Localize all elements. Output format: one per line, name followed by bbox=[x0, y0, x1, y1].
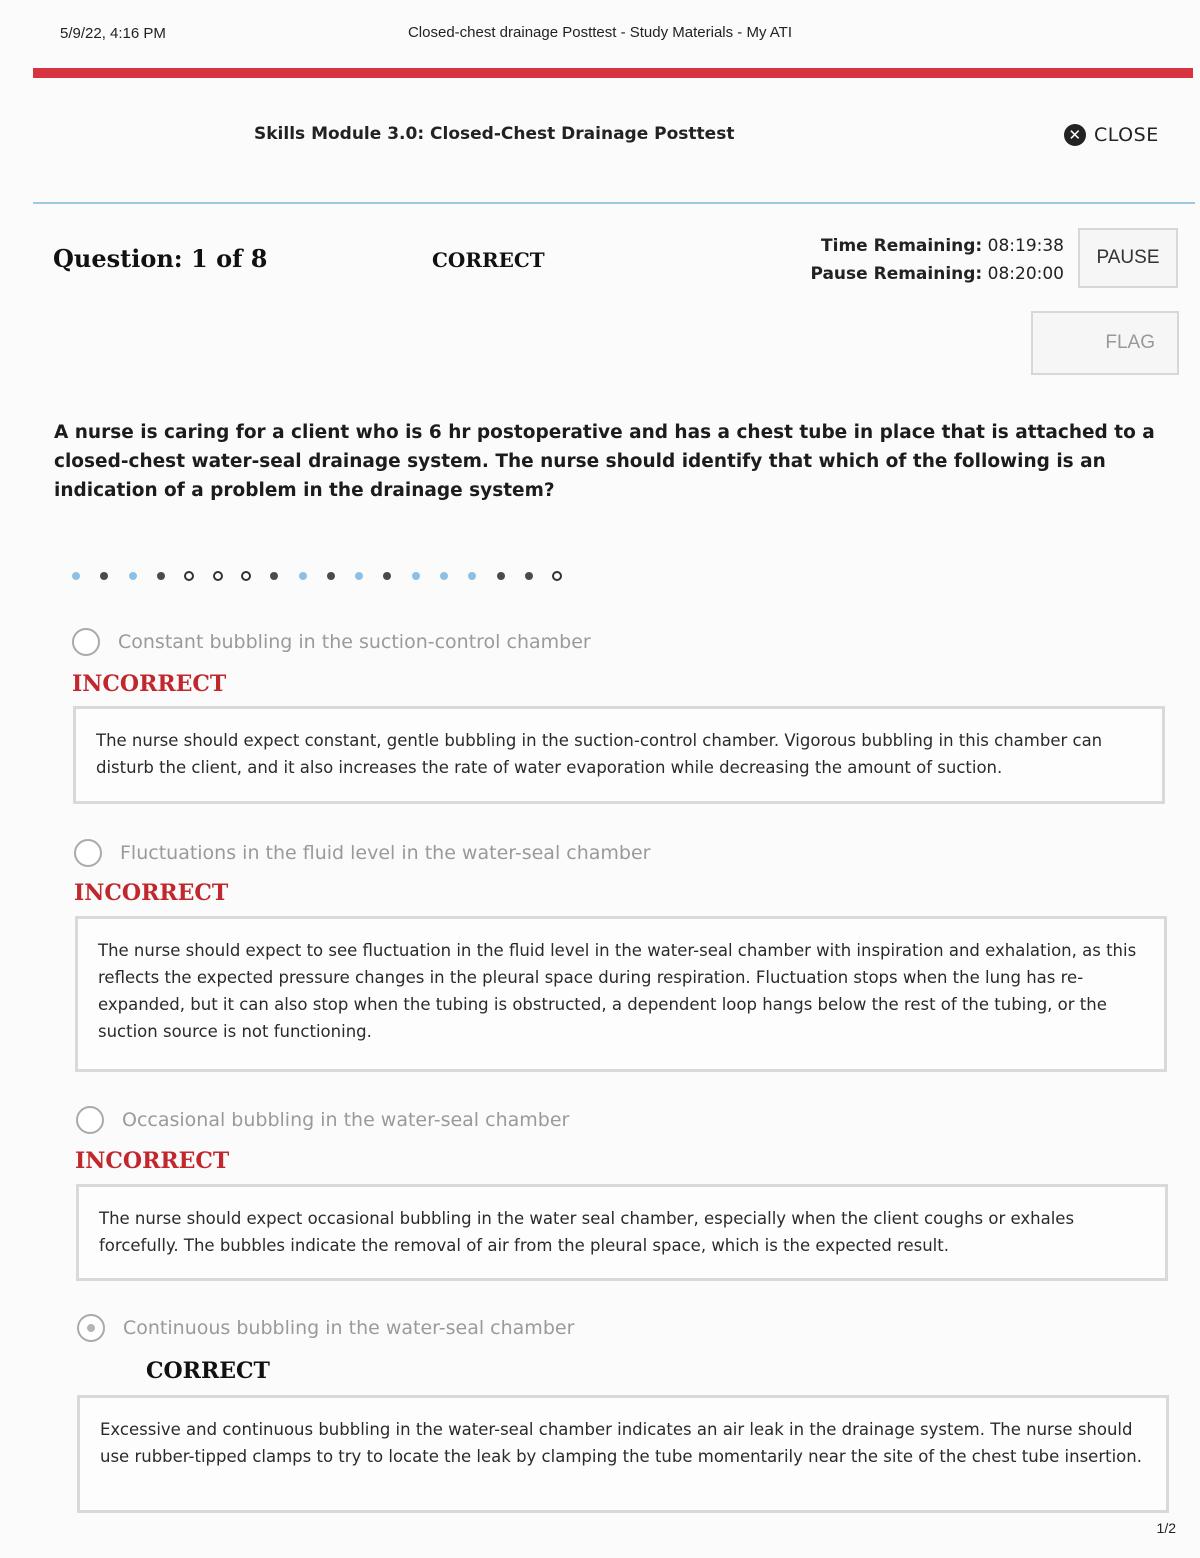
timers bbox=[810, 232, 1064, 288]
pause-button[interactable]: PAUSE bbox=[1078, 228, 1178, 288]
radio-button[interactable] bbox=[76, 1106, 104, 1134]
radio-button[interactable] bbox=[72, 628, 100, 656]
indicator-dot bbox=[345, 572, 373, 580]
top-accent-bar bbox=[33, 68, 1193, 78]
question-stem: A nurse is caring for a client who is 6 hr postoperative and has a chest tube in place that is attached to a closed-chest water-seal drainage system. The nurse should identify that which of the following is an indication of a problem in the drainage system? bbox=[54, 422, 1155, 501]
answer-option-2[interactable] bbox=[74, 839, 650, 867]
radio-button[interactable] bbox=[74, 839, 102, 867]
indicator-dot bbox=[260, 572, 288, 580]
pause-remaining bbox=[810, 260, 1064, 288]
print-datetime: 5/9/22, 4:16 PM bbox=[60, 25, 166, 42]
verdict-label: CORRECT bbox=[146, 1358, 270, 1384]
indicator-dot bbox=[317, 572, 345, 580]
module-title: Skills Module 3.0: Closed-Chest Drainage Posttest bbox=[254, 124, 735, 144]
indicator-dot bbox=[175, 571, 203, 581]
pause-remaining-label: Pause Remaining: bbox=[810, 264, 983, 284]
time-remaining bbox=[810, 232, 1064, 260]
pause-remaining-value: 08:20:00 bbox=[987, 264, 1064, 284]
close-label: CLOSE bbox=[1094, 124, 1159, 146]
indicator-dot bbox=[203, 571, 231, 581]
page-number: 1/2 bbox=[1156, 1520, 1176, 1536]
answer-option-text: Occasional bubbling in the water-seal chamber bbox=[122, 1109, 570, 1131]
question-counter: Question: 1 of 8 bbox=[53, 244, 268, 273]
print-page-title: Closed-chest drainage Posttest - Study Materials - My ATI bbox=[407, 24, 793, 41]
indicator-dot bbox=[119, 572, 147, 580]
answer-option-1[interactable] bbox=[72, 628, 591, 656]
close-button[interactable] bbox=[1064, 124, 1159, 146]
rationale-box: The nurse should expect constant, gentle bubbling in the suction-control chamber. Vigorous bubbling in this chamber can disturb the client, and it also increases the rate of water evaporation while decreasing the amount of suction. bbox=[73, 706, 1165, 804]
indicator-dot bbox=[232, 571, 260, 581]
answer-option-4[interactable] bbox=[77, 1314, 574, 1342]
indicator-dot bbox=[402, 572, 430, 580]
header-divider bbox=[33, 202, 1195, 204]
verdict-label: INCORRECT bbox=[75, 1148, 230, 1174]
indicator-dot bbox=[147, 572, 175, 580]
verdict-label: INCORRECT bbox=[74, 880, 229, 906]
rationale-box: The nurse should expect to see fluctuation in the fluid level in the water-seal chamber with inspiration and exhalation, as this reflects the expected pressure changes in the pleural space during respiration. Fluctuation stops when the lung has re-expanded, but it can also stop when the tubing is obstructed, a dependent loop hangs below the rest of the tubing, or the suction source is not functioning. bbox=[75, 916, 1167, 1072]
indicator-dot bbox=[543, 571, 571, 581]
indicator-dot bbox=[486, 572, 514, 580]
time-remaining-label: Time Remaining: bbox=[821, 236, 983, 256]
indicator-dot bbox=[373, 572, 401, 580]
indicator-dot bbox=[90, 572, 118, 580]
flag-button[interactable]: FLAG bbox=[1031, 311, 1179, 375]
time-remaining-value: 08:19:38 bbox=[987, 236, 1064, 256]
verdict-label: INCORRECT bbox=[72, 671, 227, 697]
rationale-box: The nurse should expect occasional bubbling in the water seal chamber, especially when the client coughs or exhales forcefully. The bubbles indicate the removal of air from the pleural space, which is the expected result. bbox=[76, 1184, 1168, 1281]
close-circle-icon: ✕ bbox=[1064, 124, 1086, 146]
dot-indicator-row bbox=[62, 568, 571, 584]
indicator-dot bbox=[515, 572, 543, 580]
answer-option-3[interactable] bbox=[76, 1106, 569, 1134]
indicator-dot bbox=[458, 572, 486, 580]
answer-option-text: Constant bubbling in the suction-control chamber bbox=[118, 631, 591, 653]
indicator-dot bbox=[430, 572, 458, 580]
answer-option-text: Fluctuations in the fluid level in the water-seal chamber bbox=[120, 842, 651, 864]
radio-button-selected[interactable] bbox=[77, 1314, 105, 1342]
rationale-box: Excessive and continuous bubbling in the water-seal chamber indicates an air leak in the drainage system. The nurse should use rubber-tipped clamps to try to locate the leak by clamping the tube momentarily near the site of the chest tube insertion. bbox=[77, 1395, 1169, 1513]
result-status: CORRECT bbox=[432, 248, 545, 272]
indicator-dot bbox=[62, 572, 90, 580]
indicator-dot bbox=[288, 572, 316, 580]
answer-option-text: Continuous bubbling in the water-seal chamber bbox=[123, 1317, 575, 1339]
